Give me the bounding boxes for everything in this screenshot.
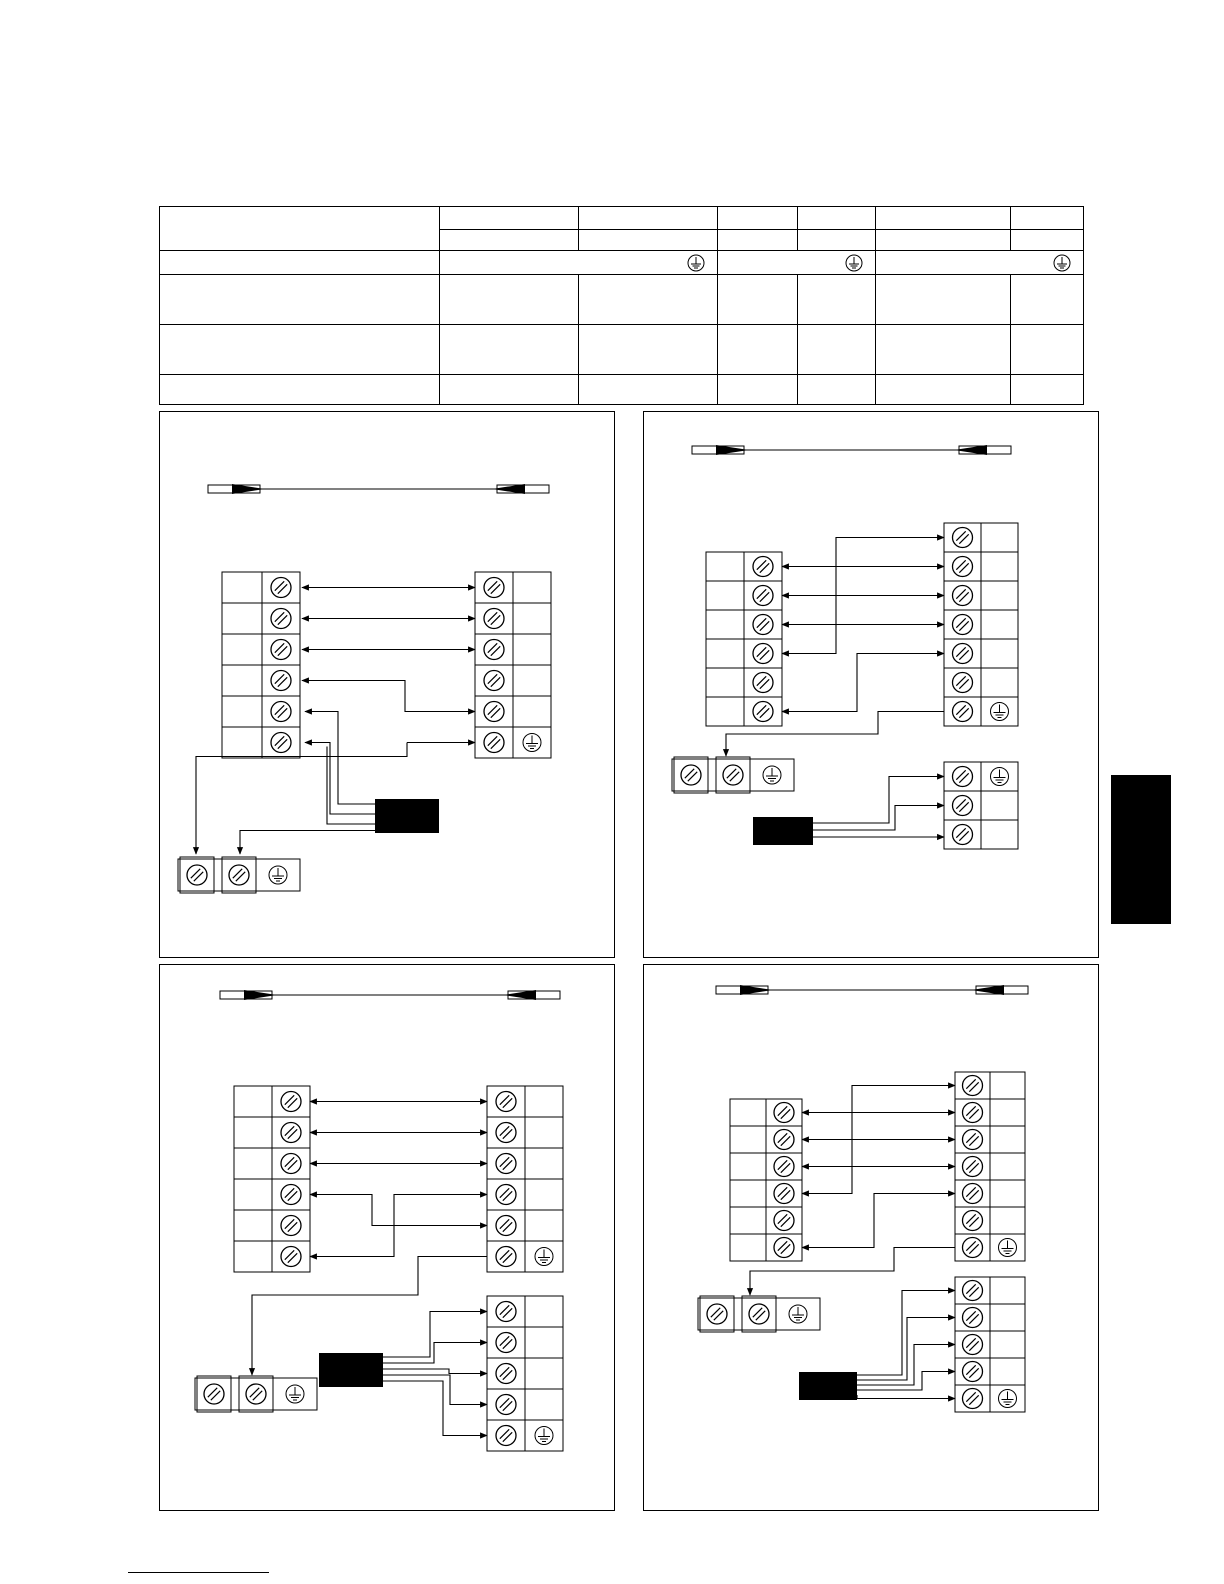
- wiring-diagram-1-drawing: [160, 412, 616, 959]
- terminal-screw-icon: [496, 1123, 516, 1143]
- terminal-screw-icon: [774, 1130, 794, 1150]
- terminal-strip-auxiliary: [487, 1296, 563, 1451]
- wire: [302, 681, 475, 712]
- table-cell: [1011, 207, 1084, 230]
- bottom-connector: [178, 857, 300, 893]
- table-cell: [1011, 230, 1084, 251]
- terminal-strip-left: [706, 552, 782, 726]
- table-row: [160, 207, 1084, 230]
- terminal-screw-icon: [774, 1184, 794, 1204]
- terminal-screw-icon: [496, 1395, 516, 1415]
- wire: [383, 1381, 487, 1436]
- terminal-screw-icon: [484, 578, 504, 598]
- terminal-screw-icon: [271, 733, 291, 753]
- table-cell: [440, 275, 579, 325]
- terminal-screw-icon: [484, 609, 504, 629]
- earth-ground-icon: [843, 252, 865, 274]
- table-cell: [798, 375, 876, 405]
- control-unit-block: [753, 817, 813, 845]
- terminal-screw-icon: [953, 528, 973, 548]
- terminal-screw-icon: [953, 644, 973, 664]
- direction-arrow-icon: [716, 985, 1028, 995]
- table-cell: [718, 275, 798, 325]
- terminal-screw-icon: [953, 767, 973, 787]
- table-cell: [1011, 275, 1084, 325]
- terminal-screw-icon: [753, 644, 773, 664]
- terminal-screw-icon: [484, 671, 504, 691]
- terminal-screw-icon: [496, 1216, 516, 1236]
- terminal-screw-icon: [963, 1362, 983, 1382]
- table-cell: [579, 325, 718, 375]
- wire: [383, 1312, 487, 1358]
- table-cell: [718, 251, 876, 275]
- wire: [240, 831, 375, 855]
- terminal-screw-icon: [753, 557, 773, 577]
- earth-ground-icon: [991, 703, 1009, 721]
- terminal-screw-icon: [953, 557, 973, 577]
- wiring-diagram-3-drawing: [160, 965, 616, 1512]
- terminal-screw-icon: [271, 671, 291, 691]
- terminal-screw-icon: [496, 1092, 516, 1112]
- terminal-screw-icon: [753, 615, 773, 635]
- terminal-screw-icon: [281, 1154, 301, 1174]
- table-cell: [1011, 375, 1084, 405]
- terminal-screw-icon: [496, 1364, 516, 1384]
- earth-ground-icon: [535, 1248, 553, 1266]
- terminal-screw-icon: [753, 586, 773, 606]
- terminal-screw-icon: [963, 1335, 983, 1355]
- table-cell: [579, 230, 718, 251]
- terminal-screw-icon: [723, 765, 743, 785]
- terminal-screw-icon: [281, 1216, 301, 1236]
- earth-ground-icon: [763, 766, 781, 784]
- bottom-connector: [195, 1376, 317, 1412]
- terminal-screw-icon: [271, 578, 291, 598]
- wire: [305, 712, 375, 805]
- section-tab: [1111, 775, 1171, 924]
- wiring-diagram-3: [159, 964, 615, 1511]
- table-cell: [876, 325, 1011, 375]
- terminal-screw-icon: [953, 825, 973, 845]
- terminal-screw-icon: [953, 586, 973, 606]
- table-cell: [440, 325, 579, 375]
- table-cell: [876, 375, 1011, 405]
- earth-ground-icon: [991, 768, 1009, 786]
- terminal-screw-icon: [963, 1103, 983, 1123]
- terminal-screw-icon: [484, 640, 504, 660]
- terminal-strip-auxiliary: [955, 1277, 1025, 1412]
- terminal-screw-icon: [707, 1304, 727, 1324]
- table-cell: [160, 251, 440, 275]
- wire: [782, 654, 944, 712]
- earth-ground-icon: [685, 252, 707, 274]
- terminal-screw-icon: [281, 1247, 301, 1267]
- terminal-strip-left: [234, 1086, 310, 1272]
- table-cell: [798, 230, 876, 251]
- terminal-strip-left: [730, 1099, 802, 1261]
- terminal-screw-icon: [749, 1304, 769, 1324]
- table-cell: [798, 207, 876, 230]
- wire: [857, 1291, 955, 1376]
- wire: [383, 1343, 487, 1364]
- terminal-screw-icon: [271, 640, 291, 660]
- terminal-screw-icon: [281, 1185, 301, 1205]
- terminal-screw-icon: [963, 1238, 983, 1258]
- table-row: [160, 325, 1084, 375]
- bottom-connector: [698, 1296, 820, 1332]
- table-cell: [160, 325, 440, 375]
- table-cell: [160, 375, 440, 405]
- terminal-strip-right: [955, 1072, 1025, 1261]
- table-cell: [440, 207, 579, 230]
- terminal-screw-icon: [496, 1154, 516, 1174]
- terminal-screw-icon: [963, 1157, 983, 1177]
- terminal-screw-icon: [271, 702, 291, 722]
- terminal-strip-right: [487, 1086, 563, 1272]
- terminal-screw-icon: [963, 1308, 983, 1328]
- terminal-strip-right: [944, 523, 1018, 726]
- terminal-screw-icon: [496, 1333, 516, 1353]
- table-cell: [160, 207, 440, 251]
- terminal-screw-icon: [963, 1389, 983, 1409]
- terminal-screw-icon: [774, 1211, 794, 1231]
- terminal-screw-icon: [774, 1238, 794, 1258]
- wiring-diagram-2: [643, 411, 1099, 958]
- terminal-screw-icon: [963, 1281, 983, 1301]
- table-cell: [718, 375, 798, 405]
- table-row: [160, 375, 1084, 405]
- table-cell: [798, 275, 876, 325]
- earth-ground-icon: [1051, 252, 1073, 274]
- table-cell: [798, 325, 876, 375]
- direction-arrow-icon: [692, 445, 1011, 455]
- terminal-screw-icon: [496, 1426, 516, 1446]
- direction-arrow-icon: [220, 990, 560, 1000]
- control-unit-block: [375, 799, 439, 833]
- table-cell: [876, 207, 1011, 230]
- table-cell: [579, 375, 718, 405]
- bottom-connector: [672, 757, 794, 793]
- control-unit-block: [799, 1372, 857, 1400]
- terminal-screw-icon: [496, 1185, 516, 1205]
- table-cell: [160, 275, 440, 325]
- wiring-diagram-4: [643, 964, 1099, 1511]
- control-unit-block: [319, 1353, 383, 1387]
- terminal-screw-icon: [753, 702, 773, 722]
- wire: [327, 747, 375, 825]
- earth-ground-icon: [789, 1305, 807, 1323]
- wiring-diagram-1: [159, 411, 615, 958]
- table-row: [160, 275, 1084, 325]
- wire: [857, 1345, 955, 1386]
- terminal-screw-icon: [484, 733, 504, 753]
- table-cell: [1011, 325, 1084, 375]
- direction-arrow-icon: [208, 484, 549, 494]
- terminal-screw-icon: [681, 765, 701, 785]
- terminal-screw-icon: [774, 1157, 794, 1177]
- earth-ground-icon: [535, 1427, 553, 1445]
- terminal-strip-left: [222, 572, 300, 758]
- terminal-screw-icon: [963, 1076, 983, 1096]
- terminal-screw-icon: [963, 1130, 983, 1150]
- wire: [383, 1369, 487, 1374]
- table-cell: [718, 325, 798, 375]
- wire: [310, 1195, 487, 1226]
- earth-ground-icon: [523, 734, 541, 752]
- earth-ground-icon: [999, 1390, 1017, 1408]
- terminal-screw-icon: [953, 615, 973, 635]
- terminal-screw-icon: [204, 1384, 224, 1404]
- table-cell: [440, 375, 579, 405]
- terminal-screw-icon: [187, 865, 207, 885]
- table-cell: [579, 207, 718, 230]
- terminal-screw-icon: [484, 702, 504, 722]
- earth-ground-icon: [999, 1239, 1017, 1257]
- wiring-diagram-2-drawing: [644, 412, 1100, 959]
- table-cell: [718, 230, 798, 251]
- table-cell: [876, 275, 1011, 325]
- wire: [305, 743, 375, 815]
- wire: [383, 1375, 487, 1405]
- earth-ground-icon: [269, 866, 287, 884]
- terminal-screw-icon: [953, 673, 973, 693]
- terminal-screw-icon: [496, 1247, 516, 1267]
- table-cell: [718, 207, 798, 230]
- terminal-screw-icon: [271, 609, 291, 629]
- terminal-screw-icon: [496, 1302, 516, 1322]
- wire: [813, 777, 944, 824]
- wire: [802, 1194, 955, 1248]
- terminal-screw-icon: [281, 1092, 301, 1112]
- table-row-earth: [160, 251, 1084, 275]
- terminal-screw-icon: [953, 702, 973, 722]
- wire: [857, 1318, 955, 1381]
- terminal-strip-auxiliary: [944, 762, 1018, 849]
- table-cell: [876, 251, 1084, 275]
- terminal-screw-icon: [774, 1103, 794, 1123]
- table-cell: [876, 230, 1011, 251]
- terminal-screw-icon: [246, 1384, 266, 1404]
- table-cell: [440, 230, 579, 251]
- table-cell: [440, 251, 718, 275]
- terminal-strip-right: [475, 572, 551, 758]
- terminal-screw-icon: [963, 1211, 983, 1231]
- terminal-screw-icon: [281, 1123, 301, 1143]
- terminal-screw-icon: [953, 796, 973, 816]
- terminal-screw-icon: [753, 673, 773, 693]
- earth-ground-icon: [286, 1385, 304, 1403]
- wire: [813, 806, 944, 831]
- terminal-screw-icon: [229, 865, 249, 885]
- terminal-screw-icon: [963, 1184, 983, 1204]
- wire: [857, 1395, 955, 1399]
- specification-table: [159, 206, 1084, 405]
- wire: [857, 1372, 955, 1391]
- wiring-diagram-4-drawing: [644, 965, 1100, 1512]
- table-cell: [579, 275, 718, 325]
- footer-rule: [128, 1572, 269, 1573]
